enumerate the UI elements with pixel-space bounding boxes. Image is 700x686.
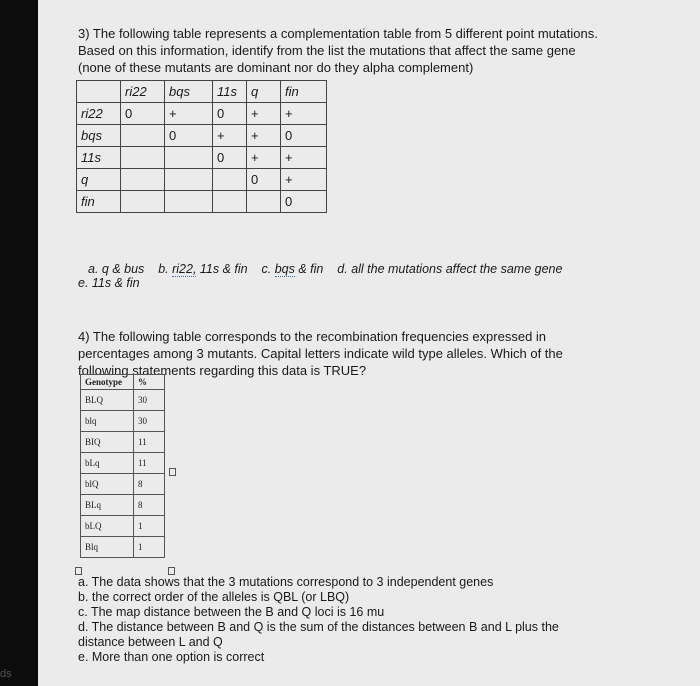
row-label: q	[77, 169, 121, 191]
table-cell: 0	[213, 103, 247, 125]
table-cell	[165, 169, 213, 191]
table-header-row	[77, 81, 327, 103]
answer-row-2	[78, 276, 562, 290]
question-4-prompt	[78, 328, 638, 379]
answer-c-underlined: bqs	[274, 262, 295, 276]
table-cell: +	[281, 147, 327, 169]
table-header-row	[81, 375, 165, 390]
genotype-cell: bLq	[81, 453, 134, 474]
question-3-answers	[78, 262, 563, 290]
table-row	[77, 147, 327, 169]
table-row	[77, 191, 327, 213]
answer-option-a: a. q & bus	[88, 262, 145, 276]
answer-row-1	[88, 262, 562, 276]
question-3-line: 3) The following table represents a complementation table from 5 different point mutations.	[78, 26, 598, 41]
answer-c-prefix: c.	[261, 262, 275, 276]
table-cell	[165, 147, 213, 169]
percent-cell: 1	[134, 516, 165, 537]
table-cell: +	[213, 125, 247, 147]
table-cell: +	[165, 103, 213, 125]
resize-handle-icon	[75, 567, 82, 575]
complementation-table	[76, 80, 327, 213]
row-label: fin	[77, 191, 121, 213]
table-header-cell: %	[134, 375, 165, 390]
table-cell	[121, 169, 165, 191]
question-3-line: Based on this information, identify from the list the mutations that affect the same gene	[78, 43, 576, 58]
table-header-cell: q	[247, 81, 281, 103]
table-header-cell: fin	[281, 81, 327, 103]
table-row	[81, 411, 165, 432]
table-cell	[247, 191, 281, 213]
question-3-prompt	[78, 25, 678, 76]
table-cell	[121, 147, 165, 169]
genotype-cell: bLQ	[81, 516, 134, 537]
answer-b-suffix: 11s & fin	[196, 262, 248, 276]
genotype-cell: Blq	[81, 537, 134, 558]
table-cell: 0	[165, 125, 213, 147]
answer-b-underlined: ri22,	[172, 262, 197, 276]
answer-option-d: d. all the mutations affect the same gene	[337, 262, 563, 276]
percent-cell: 11	[134, 432, 165, 453]
option-d: d. The distance between B and Q is the sum of the distances between B and L plus the	[78, 620, 559, 634]
row-label: ri22	[77, 103, 121, 125]
percent-cell: 8	[134, 474, 165, 495]
question-3-line: (none of these mutants are dominant nor do they alpha complement)	[78, 60, 474, 75]
option-e: e. More than one option is correct	[78, 650, 265, 664]
table-cell	[213, 169, 247, 191]
genotype-cell: blQ	[81, 474, 134, 495]
table-header-cell: bqs	[165, 81, 213, 103]
table-cell: 0	[213, 147, 247, 169]
table-cell: 0	[121, 103, 165, 125]
percent-cell: 30	[134, 390, 165, 411]
table-cell: +	[281, 103, 327, 125]
table-row	[81, 390, 165, 411]
table-cell	[121, 191, 165, 213]
table-cell	[165, 191, 213, 213]
table-row	[77, 125, 327, 147]
table-row	[77, 169, 327, 191]
resize-handle-icon	[169, 468, 176, 476]
answer-c-suffix: & fin	[294, 262, 324, 276]
answer-b-prefix: b.	[158, 262, 173, 276]
question-4-line: percentages among 3 mutants. Capital letters indicate wild type alleles. Which of the	[78, 346, 563, 361]
table-cell: +	[281, 169, 327, 191]
table-row	[81, 474, 165, 495]
table-cell: 0	[247, 169, 281, 191]
table-row	[77, 103, 327, 125]
table-cell: 0	[281, 191, 327, 213]
option-d-continued: distance between L and Q	[78, 635, 223, 649]
percent-cell: 1	[134, 537, 165, 558]
genotype-cell: blq	[81, 411, 134, 432]
table-cell: +	[247, 125, 281, 147]
percent-cell: 30	[134, 411, 165, 432]
recombination-table	[80, 374, 165, 558]
percent-cell: 11	[134, 453, 165, 474]
table-cell	[121, 125, 165, 147]
table-cell	[77, 81, 121, 103]
option-b: b. the correct order of the alleles is QBL (or LBQ)	[78, 590, 350, 604]
table-header-cell: Genotype	[81, 375, 134, 390]
table-row	[81, 516, 165, 537]
table-header-cell: 11s	[213, 81, 247, 103]
answer-option-c	[262, 262, 324, 277]
answer-option-b	[158, 262, 247, 277]
genotype-cell: BIQ	[81, 432, 134, 453]
side-text: ds	[0, 668, 12, 680]
percent-cell: 8	[134, 495, 165, 516]
table-cell: 0	[281, 125, 327, 147]
row-label: 11s	[77, 147, 121, 169]
row-label: bqs	[77, 125, 121, 147]
table-row	[81, 432, 165, 453]
genotype-cell: BLQ	[81, 390, 134, 411]
resize-handle-icon	[168, 567, 175, 575]
table-cell: +	[247, 103, 281, 125]
question-4-line: 4) The following table corresponds to the recombination frequencies expressed in	[78, 329, 547, 344]
table-row	[81, 453, 165, 474]
answer-option-e: e. 11s & fin	[78, 276, 140, 290]
table-row	[81, 537, 165, 558]
table-row	[81, 495, 165, 516]
genotype-cell: BLq	[81, 495, 134, 516]
table-cell	[213, 191, 247, 213]
table-cell: +	[247, 147, 281, 169]
option-a: a. The data shows that the 3 mutations correspond to 3 independent genes	[78, 575, 494, 589]
question-4-options	[78, 575, 559, 665]
option-c: c. The map distance between the B and Q loci is 16 mu	[78, 605, 385, 619]
question-4-line: following statements regarding this data is TRUE?	[78, 363, 367, 378]
table-header-cell: ri22	[121, 81, 165, 103]
